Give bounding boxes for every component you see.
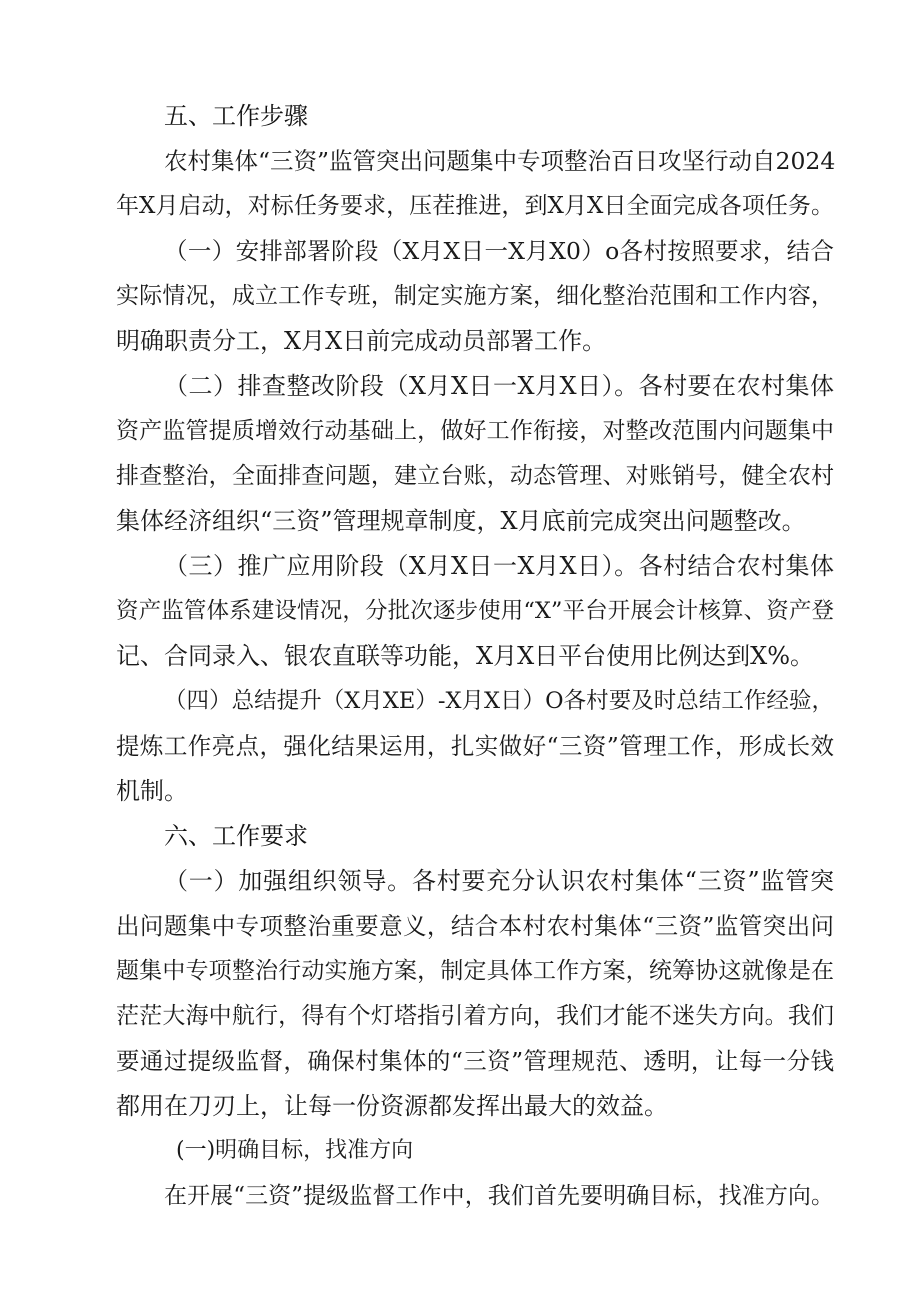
sub-heading-clear-goals: (一)明确目标，找准方向 <box>176 1138 414 1163</box>
stage-2-line-4: 集体经济组织“三资”管理规章制度，X月底前完成突出问题整改。 <box>116 507 806 535</box>
stage-4-line-1: （四）总结提升（X月XE）-X月X日）O各村要及时总结工作经验， <box>164 688 834 714</box>
requirement-1-line-6: 都用在刀刃上，让每一份资源都发挥出最大的效益。 <box>116 1092 668 1120</box>
stage-3-line-2: 资产监管体系建设情况，分批次逐步使用“X”平台开展会计核算、资产登 <box>116 598 834 624</box>
stage-3-line-3: 记、合同录入、银农直联等功能，X月X日平台使用比例达到X%。 <box>116 642 815 670</box>
closing-line: 在开展“三资”提级监督工作中，我们首先要明确目标，找准方向。 <box>164 1183 834 1209</box>
stage-1-line-3: 明确职责分工，X月X日前完成动员部署工作。 <box>116 327 607 355</box>
requirement-1-line-2: 出问题集中专项整治重要意义，结合本村农村集体“三资”监管突出问 <box>116 912 834 940</box>
stage-4-line-2: 提炼工作亮点，强化结果运用，扎实做好“三资”管理工作，形成长效 <box>116 732 834 760</box>
stage-1-line-1: （一）安排部署阶段（X月X日一X月X0）o各村按照要求，结合 <box>164 237 834 265</box>
stage-1-line-2: 实际情况，成立工作专班，制定实施方案，细化整治范围和工作内容， <box>116 283 834 309</box>
stage-2-line-2: 资产监管提质增效行动基础上，做好工作衔接，对整改范围内问题集中 <box>116 418 834 444</box>
section-heading-work-requirements: 六、工作要求 <box>164 822 308 850</box>
stage-2-line-3: 排查整治，全面排查问题，建立台账，动态管理、对账销号，健全农村 <box>116 463 834 489</box>
requirement-1-line-1: （一）加强组织领导。各村要充分认识农村集体“三资”监管突 <box>164 867 834 895</box>
requirement-1-line-3: 题集中专项整治行动实施方案，制定具体工作方案，统筹协这就像是在 <box>116 958 834 984</box>
intro-line-1: 农村集体“三资”监管突出问题集中专项整治百日攻坚行动自2024 <box>164 147 836 175</box>
requirement-1-line-4: 茫茫大海中航行，得有个灯塔指引着方向，我们才能不迷失方向。我们 <box>116 1003 834 1029</box>
requirement-1-line-5: 要通过提级监督，确保村集体的“三资”管理规范、透明，让每一分钱 <box>116 1047 834 1075</box>
stage-3-line-1: （三）推广应用阶段（X月X日一X月X日）。各村结合农村集体 <box>164 552 834 580</box>
intro-line-2: 年X月启动，对标任务要求，压茬推进，到X月X日全面完成各项任务。 <box>116 193 834 219</box>
stage-2-line-1: （二）排查整改阶段（X月X日一X月X日）。各村要在农村集体 <box>164 372 834 400</box>
stage-4-line-3: 机制。 <box>116 777 188 805</box>
section-heading-work-steps: 五、工作步骤 <box>164 102 308 130</box>
